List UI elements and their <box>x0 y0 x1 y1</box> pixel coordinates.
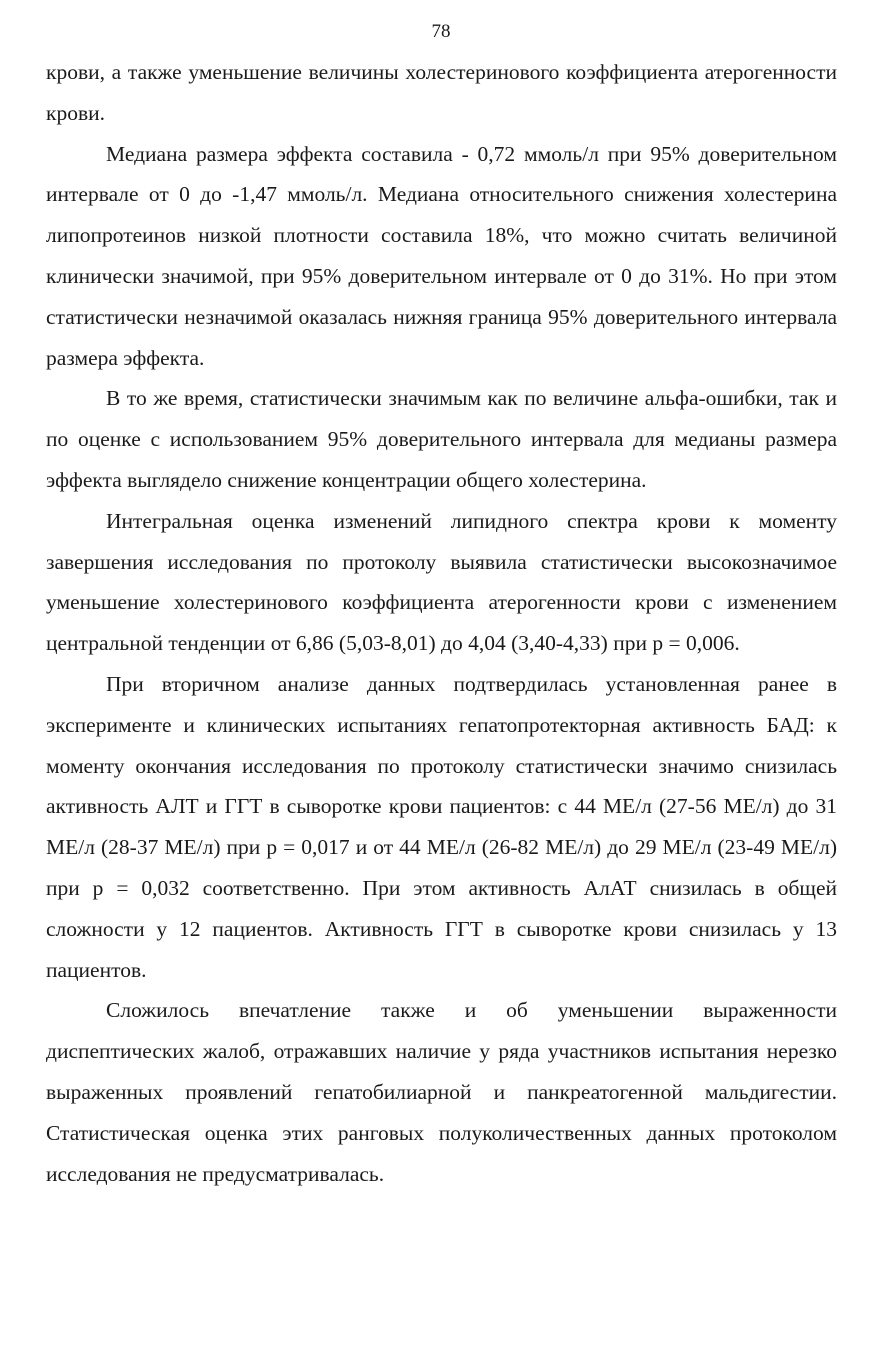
document-body <box>46 52 837 1194</box>
paragraph-dyspeptic-complaints: Сложилось впечатление также и об уменьшении выраженности диспептических жалоб, отражавших наличие у ряда участников испытания нерезко выраженных проявлений гепатобилиарной и панкреатогенной мальдигестии. Статистическая оценка этих ранговых полуколичественных данных протоколом исследования не предусматривалась. <box>46 998 837 1186</box>
paragraph-integral-assessment: Интегральная оценка изменений липидного спектра крови к моменту завершения исследования по протоколу выявила статистически высокозначимое уменьшение холестеринового коэффициента атерогенности крови с изменением центральной тенденции от 6,86 (5,03-8,01) до 4,04 (3,40-4,33) при р = 0,006. <box>46 508 837 656</box>
paragraph-continuation: крови, а также уменьшение величины холестеринового коэффициента атерогенности крови. <box>46 60 837 125</box>
paragraph-total-cholesterol: В то же время, статистически значимым как по величине альфа-ошибки, так и по оценке с использованием 95% доверительного интервала для медианы размера эффекта выглядело снижение концентрации общего холестерина. <box>46 386 837 492</box>
paragraph-effect-size: Медиана размера эффекта составила - 0,72 ммоль/л при 95% доверительном интервале от 0 до -1,47 ммоль/л. Медиана относительного снижения холестерина липопротеинов низкой плотности составила 18%, что можно считать величиной клинически значимой, при 95% доверительном интервале от 0 до 31%. Но при этом статистически незначимой оказалась нижняя граница 95% доверительного интервала размера эффекта. <box>46 141 837 370</box>
page-number: 78 <box>431 21 451 42</box>
paragraph-secondary-analysis: При вторичном анализе данных подтвердилась установленная ранее в эксперименте и клинических испытаниях гепатопротекторная активность БАД: к моменту окончания исследования по протоколу статистически значимо снизилась активность АЛТ и ГГТ в сыворотке крови пациентов: с 44 МЕ/л (27-56 МЕ/л) до 31 МЕ/л (28-37 МЕ/л) при р = 0,017 и от 44 МЕ/л (26-82 МЕ/л) до 29 МЕ/л (23-49 МЕ/л) при р = 0,032 соответственно. При этом активность АлАТ снизилась в общей сложности у 12 пациентов. Активность ГГТ в сыворотке крови снизилась у 13 пациентов. <box>46 671 837 982</box>
